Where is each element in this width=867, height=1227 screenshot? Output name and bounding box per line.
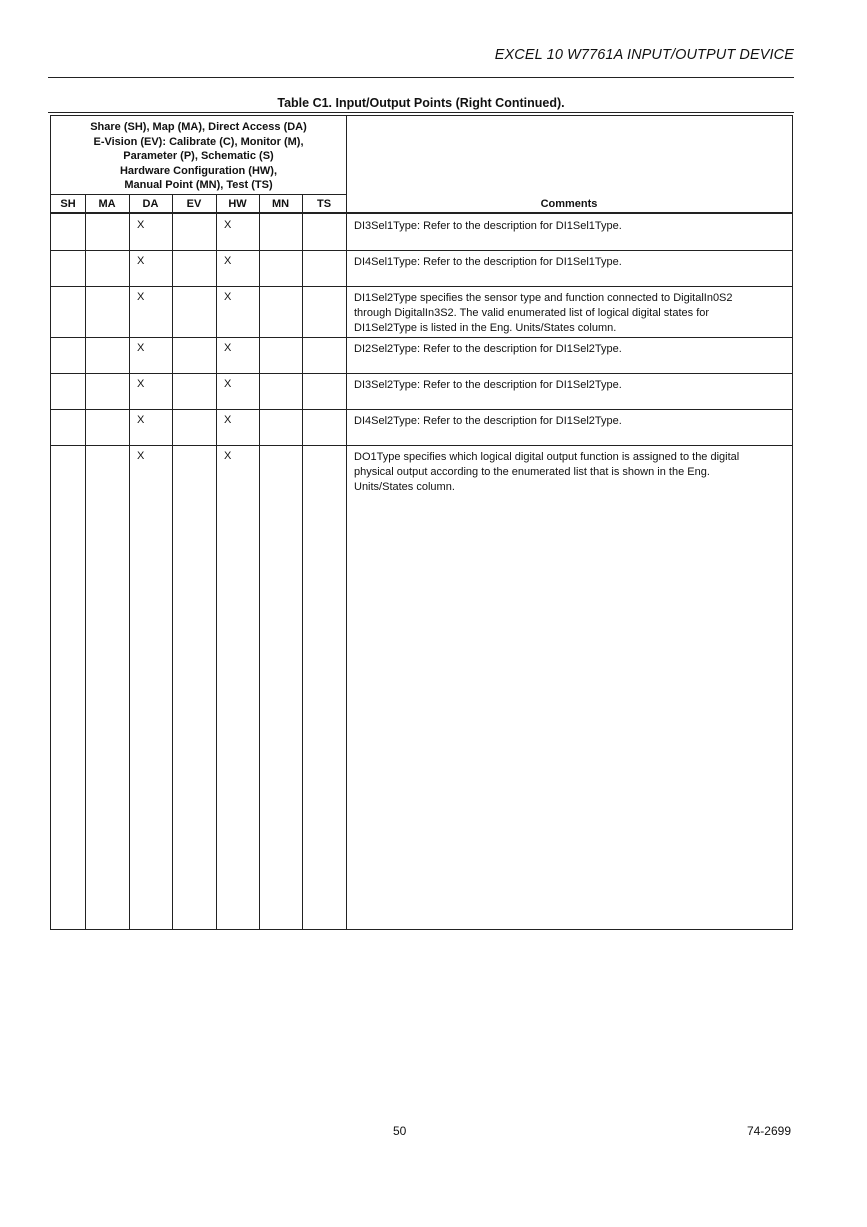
row-comment — [354, 342, 784, 357]
col-divider — [85, 194, 86, 929]
comment-line: DI1Sel2Type is listed in the Eng. Units/States column. — [354, 322, 617, 334]
cell-da-mark: X — [137, 450, 145, 462]
cell-hw-mark: X — [224, 378, 232, 390]
row-comment — [354, 219, 784, 234]
row-divider — [51, 373, 792, 374]
title-rule-top — [48, 112, 794, 113]
cell-da-mark: X — [137, 291, 145, 303]
column-header-mn: MN — [271, 198, 290, 210]
table-title: Table C1. Input/Output Points (Right Continued). — [277, 96, 565, 110]
cell-hw-mark: X — [224, 342, 232, 354]
row-divider — [51, 286, 792, 287]
header-divider — [48, 77, 794, 78]
col-divider — [129, 194, 130, 929]
row-comment — [354, 378, 784, 393]
column-header-comments: Comments — [540, 198, 598, 210]
group-header-line: Manual Point (MN), Test (TS) — [124, 179, 273, 191]
row-comment — [354, 291, 784, 336]
cell-da-mark: X — [137, 414, 145, 426]
col-divider — [216, 194, 217, 929]
row-divider — [51, 337, 792, 338]
comment-line: DI4Sel1Type: Refer to the description for DI1Sel1Type. — [354, 256, 622, 268]
cell-da-mark: X — [137, 342, 145, 354]
cell-da-mark: X — [137, 378, 145, 390]
cell-hw-mark: X — [224, 255, 232, 267]
group-header-line: Hardware Configuration (HW), — [119, 164, 278, 177]
cell-da-mark: X — [137, 255, 145, 267]
cell-hw-mark: X — [224, 450, 232, 462]
column-header-ev: EV — [186, 198, 202, 210]
col-divider — [259, 194, 260, 929]
column-header-ts: TS — [316, 198, 332, 210]
io-points-table — [50, 115, 793, 930]
row-divider — [51, 445, 792, 446]
column-header-ma: MA — [98, 198, 116, 210]
column-header-hw: HW — [228, 198, 247, 210]
page-number: 50 — [393, 1124, 407, 1138]
comment-line: physical output according to the enumerated list that is shown in the Eng. — [354, 466, 710, 478]
comment-line: Units/States column. — [354, 481, 455, 493]
row-comment — [354, 255, 784, 270]
column-header-da: DA — [142, 198, 159, 210]
comments-divider — [346, 116, 347, 929]
row-divider — [51, 409, 792, 410]
cell-hw-mark: X — [224, 414, 232, 426]
comment-line: DI3Sel1Type: Refer to the description for DI1Sel1Type. — [354, 220, 622, 232]
cell-hw-mark: X — [224, 291, 232, 303]
group-header-line: Parameter (P), Schematic (S) — [123, 150, 274, 162]
row-divider — [51, 250, 792, 251]
column-header-sh: SH — [60, 198, 76, 210]
comment-line: DI2Sel2Type: Refer to the description for DI1Sel2Type. — [354, 343, 622, 355]
group-header-line: E-Vision (EV): Calibrate (C), Monitor (M), — [93, 135, 304, 148]
cell-da-mark: X — [137, 219, 145, 231]
comment-line: DO1Type specifies which logical digital output function is assigned to the digital — [354, 451, 740, 463]
document-code: 74-2699 — [746, 1124, 791, 1138]
col-divider — [302, 194, 303, 929]
row-comment — [354, 414, 784, 429]
row-comment — [354, 450, 784, 495]
group-header-line: Share (SH), Map (MA), Direct Access (DA) — [90, 121, 307, 133]
comment-line: DI1Sel2Type specifies the sensor type and function connected to DigitalIn0S2 — [354, 292, 733, 304]
comment-line: DI3Sel2Type: Refer to the description for DI1Sel2Type. — [354, 379, 622, 391]
document-header-title: EXCEL 10 W7761A INPUT/OUTPUT DEVICE — [494, 47, 794, 63]
comment-line: DI4Sel2Type: Refer to the description for DI1Sel2Type. — [354, 415, 622, 427]
column-header-rule-double — [51, 213, 792, 214]
group-header — [51, 120, 346, 193]
col-divider — [172, 194, 173, 929]
cell-hw-mark: X — [224, 219, 232, 231]
comment-line: through DigitalIn3S2. The valid enumerated list of logical digital states for — [354, 307, 710, 319]
